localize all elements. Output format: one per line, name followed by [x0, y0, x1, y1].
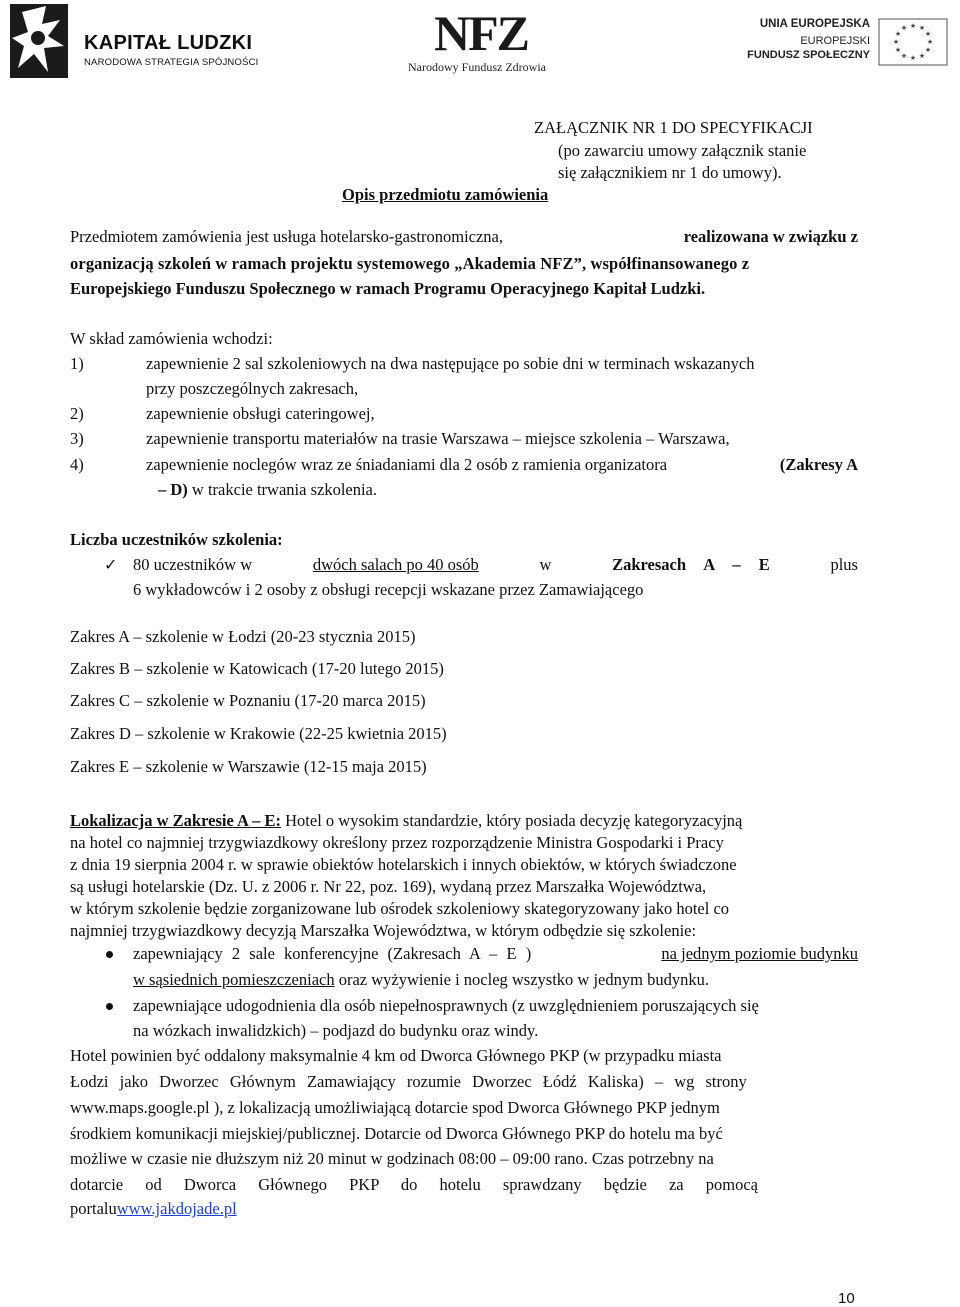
scope-item-4-line1 [146, 455, 858, 475]
svg-text:★: ★ [892, 38, 900, 46]
location-heading: Lokalizacja w Zakresie A – E: [70, 811, 281, 830]
participants-post: plus [830, 555, 858, 574]
distance-line2: Łodzi jako Dworzec Głównym Zamawiający rozumie Dworzec Łódź Kaliska) – wg strony [70, 1072, 747, 1091]
range-item: Zakres B – szkolenie w Katowicach (17-20 lutego 2015) [70, 659, 444, 678]
scope-item-1-line1: zapewnienie 2 sal szkoleniowych na dwa następujące po sobie dni w terminach wskazanych [146, 354, 755, 373]
page-number: 10 [838, 1290, 855, 1307]
scope-item-4-line2 [158, 480, 377, 500]
scope-item-number: 2) [70, 404, 84, 423]
intro-line1-plain: Przedmiotem zamówienia jest usługa hotelarsko-gastronomiczna, [70, 227, 503, 246]
svg-text:★: ★ [900, 52, 908, 60]
location-line2: na hotel co najmniej trzygwiazdkowy określony przez rozporządzenie Ministra Gospodarki i Pracy [70, 833, 724, 852]
check-icon: ✓ [104, 555, 118, 574]
kapital-ludzki-title: KAPITAŁ LUDZKI [84, 32, 253, 54]
scope-item-4-line2-bold: – D) [158, 480, 188, 499]
kapital-ludzki-logo [8, 2, 260, 82]
scope-item-4-line2-plain: w trakcie trwania szkolenia. [191, 480, 378, 499]
annex-line1: ZAŁĄCZNIK NR 1 DO SPECYFIKACJI [534, 118, 813, 137]
intro-line1 [70, 227, 858, 247]
svg-text:★: ★ [894, 30, 902, 38]
svg-text:★: ★ [924, 30, 932, 38]
eu-flag-icon [878, 18, 948, 66]
annex-line2: (po zawarciu umowy załącznik stanie [558, 141, 807, 160]
location-bullet-1-line2-underlined: w sąsiednich pomieszczeniach [133, 970, 335, 989]
participants-line1 [133, 555, 858, 575]
range-item: Zakres A – szkolenie w Łodzi (20-23 stycznia 2015) [70, 627, 416, 646]
kapital-ludzki-subtitle: NARODOWA STRATEGIA SPÓJNOŚCI [84, 57, 259, 68]
location-bullet-1-line2 [133, 970, 709, 990]
participants-mid: w [539, 555, 552, 574]
location-bullet-2-line2: na wózkach inwalidzkich) – podjazd do budynku oraz windy. [133, 1021, 539, 1040]
nfz-logo [404, 5, 564, 80]
distance-line4: środkiem komunikacji miejskiej/publicznej. Dotarcie od Dworca Głównego PKP do hotelu ma być [70, 1124, 723, 1143]
range-item: Zakres C – szkolenie w Poznaniu (17-20 marca 2015) [70, 691, 426, 710]
location-bullet-1-line2-plain: oraz wyżywienie i nocleg wszystko w jednym budynku. [338, 970, 709, 989]
svg-text:★: ★ [918, 52, 926, 60]
scope-item-number: 3) [70, 429, 84, 448]
distance-line6: dotarcie od Dworca Głównego PKP do hotelu sprawdzany będzie za pomocą [70, 1175, 758, 1194]
participants-pre: 80 uczestników w [133, 555, 253, 574]
intro-line3: Europejskiego Funduszu Społecznego w ramach Programu Operacyjnego Kapitał Ludzki. [70, 279, 706, 298]
location-bullet-1-line1 [133, 944, 858, 964]
kapital-ludzki-emblem-icon [8, 2, 70, 80]
location-bullet-1-underlined: na jednym poziomie budynku [661, 944, 858, 963]
page-title: Opis przedmiotu zamówienia [342, 185, 549, 204]
svg-text:★: ★ [909, 54, 917, 62]
location-bullet-1-plain: zapewniający 2 sale konferencyjne (Zakresach A – E ) [133, 944, 532, 963]
eu-logo-line3: FUNDUSZ SPOŁECZNY [747, 49, 870, 61]
eu-logo-line2: EUROPEJSKI [800, 35, 870, 47]
location-line1 [70, 811, 742, 831]
scope-item-3-line1: zapewnienie transportu materiałów na trasie Warszawa – miejsce szkolenia – Warszawa, [146, 429, 730, 448]
eu-logo [747, 18, 952, 74]
scope-item-2-line1: zapewnienie obsługi cateringowej, [146, 404, 375, 423]
nfz-subtitle: Narodowy Fundusz Zdrowia [408, 60, 546, 74]
svg-text:★: ★ [926, 38, 934, 46]
distance-line1: Hotel powinien być oddalony maksymalnie 4 km od Dworca Głównego PKP (w przypadku miasta [70, 1046, 722, 1065]
location-line5: w którym szkolenie będzie zorganizowane lub ośrodek szkoleniowy skategoryzowany jako hotel co [70, 899, 730, 918]
location-line4: są usługi hotelarskie (Dz. U. z 2006 r. Nr 22, poz. 169), wydaną przez Marszałka Województwa, [70, 877, 707, 896]
participants-ranges: Zakresach A – E [612, 555, 770, 574]
scope-item-4-bold: (Zakresy A [779, 455, 858, 474]
intro-line1-bold: realizowana w związku z [683, 227, 858, 246]
annex-line3: się załącznikiem nr 1 do umowy). [558, 163, 782, 182]
svg-text:★: ★ [909, 22, 917, 30]
location-line3: z dnia 19 sierpnia 2004 r. w sprawie obiektów hotelarskich i innych obiektów, w których świadczone [70, 855, 737, 874]
distance-portal-label: portalu [70, 1199, 117, 1218]
participants-line2: 6 wykładowców i 2 osoby z obsługi recepcji wskazane przez Zamawiającego [133, 580, 644, 599]
scope-item-4-plain: zapewnienie noclegów wraz ze śniadaniami dla 2 osób z ramienia organizatora [146, 455, 668, 474]
scope-item-number: 4) [70, 455, 84, 474]
scope-item-number: 1) [70, 354, 84, 373]
scope-heading: W skład zamówienia wchodzi: [70, 329, 273, 348]
distance-line7 [70, 1199, 237, 1219]
intro-line2: organizacją szkoleń w ramach projektu systemowego „Akademia NFZ”, współfinansowanego z [70, 254, 750, 273]
svg-text:★: ★ [894, 46, 902, 54]
svg-text:★: ★ [900, 24, 908, 32]
distance-line3: www.maps.google.pl ), z lokalizacją umożliwiającą dotarcie spod Dworca Głównego PKP jednym [70, 1098, 720, 1117]
nfz-mark: NFZ [434, 5, 528, 61]
eu-logo-line1: UNIA EUROPEJSKA [759, 18, 870, 30]
location-line6: najmniej trzygwiazdkowy decyzją Marszałka Województwa, w którym odbędzie się szkolenie: [70, 921, 697, 940]
location-bullet-2-line1: zapewniające udogodnienia dla osób niepełnosprawnych (z uwzględnieniem poruszających się [133, 996, 759, 1015]
participants-heading: Liczba uczestników szkolenia: [70, 530, 283, 549]
svg-text:★: ★ [924, 46, 932, 54]
jakdojade-link[interactable]: www.jakdojade.pl [116, 1199, 237, 1218]
participants-rooms: dwóch salach po 40 osób [312, 555, 479, 574]
range-item: Zakres E – szkolenie w Warszawie (12-15 maja 2015) [70, 757, 427, 776]
distance-line5: możliwe w czasie nie dłuższym niż 20 minut w godzinach 08:00 – 09:00 rano. Czas potrzebny na [70, 1149, 714, 1168]
bullet-icon [106, 951, 113, 958]
svg-text:★: ★ [918, 24, 926, 32]
scope-item-1-line2: przy poszczególnych zakresach, [146, 379, 359, 398]
location-line1-rest: Hotel o wysokim standardzie, który posiada decyzję kategoryzacyjną [285, 811, 743, 830]
range-item: Zakres D – szkolenie w Krakowie (22-25 kwietnia 2015) [70, 724, 447, 743]
bullet-icon [106, 1003, 113, 1010]
